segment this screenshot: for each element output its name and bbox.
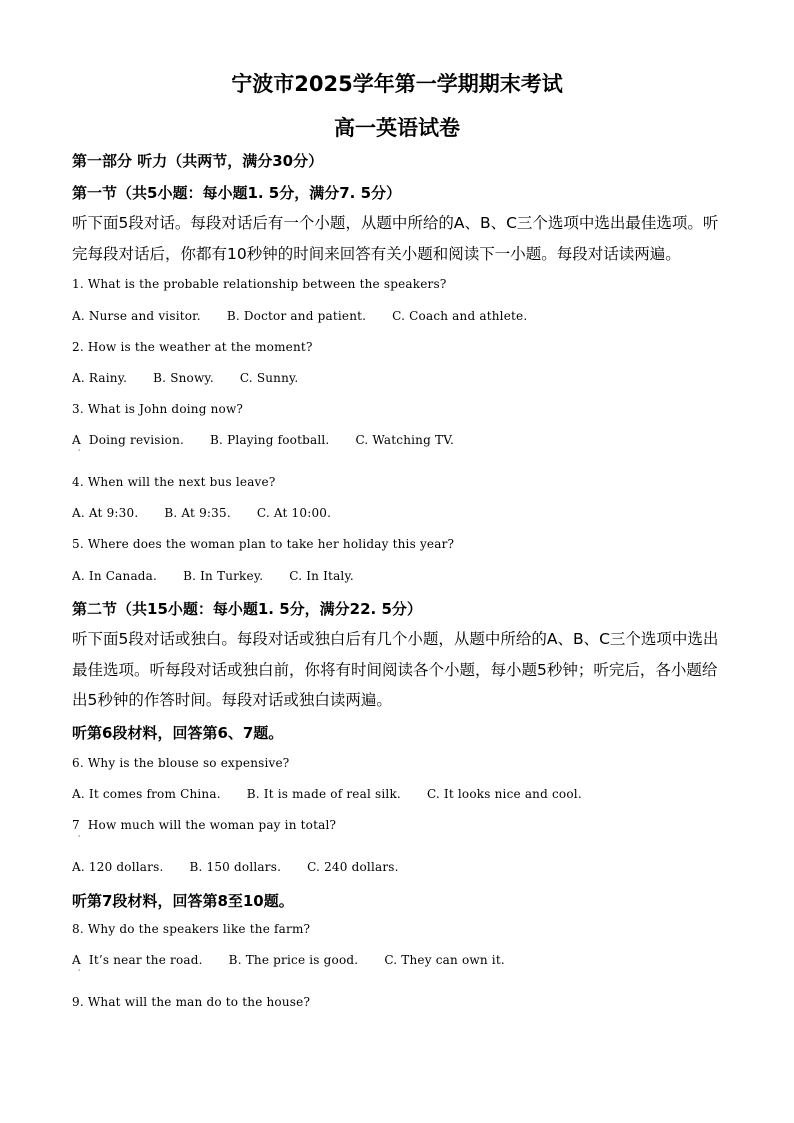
- option-a: A It’s near the road.: [72, 953, 203, 967]
- question-6-options: [72, 787, 582, 801]
- option-c: C. It looks nice and cool.: [426, 787, 582, 801]
- option-c: C. They can own it.: [384, 953, 505, 967]
- section-two-instructions: 听下面5段对话或独白。每段对话或独白后有几个小题，从题中所给的A、B、C三个选项中选出最佳选项。听每段对话或独白前，你将有时间阅读各个小题，每小题5秒钟；听完后，各小题给出5秒钟的作答时间。每段对话或独白读两遍。: [72, 630, 719, 709]
- option-b: B. The price is good.: [228, 953, 359, 967]
- question-8: 8. Why do the speakers like the farm?: [72, 922, 311, 936]
- option-b: B. At 9:35.: [164, 506, 231, 520]
- option-c: C. In Italy.: [289, 569, 354, 583]
- option-b: B. Snowy.: [153, 371, 214, 385]
- question-9: 9. What will the man do to the house?: [72, 995, 311, 1009]
- question-2-options: [72, 371, 298, 385]
- part-one-heading: 第一部分 听力（共两节，满分30分）: [72, 152, 324, 170]
- question-4: 4. When will the next bus leave?: [72, 475, 276, 489]
- material-7-heading: 听第7段材料，回答第8至10题。: [72, 892, 294, 910]
- option-a: A Doing revision.: [72, 433, 185, 447]
- stray-mark: ': [78, 834, 81, 843]
- question-3: 3. What is John doing now?: [72, 402, 244, 416]
- question-4-options: [72, 506, 331, 520]
- option-c: C. Coach and athlete.: [392, 309, 528, 323]
- question-5: 5. Where does the woman plan to take her holiday this year?: [72, 537, 455, 551]
- option-c: C. At 10:00.: [256, 506, 332, 520]
- option-a: A. It comes from China.: [72, 787, 221, 801]
- question-5-options: [72, 569, 354, 583]
- question-1-options: [72, 309, 527, 323]
- option-b: B. 150 dollars.: [189, 860, 282, 874]
- question-7: 7 How much will the woman pay in total?: [72, 818, 337, 832]
- question-2: 2. How is the weather at the moment?: [72, 340, 313, 354]
- option-a: A. At 9:30.: [72, 506, 139, 520]
- option-a: A. Rainy.: [72, 371, 128, 385]
- question-8-options: [72, 953, 505, 967]
- section-one-heading: 第一节（共5小题：每小题1. 5分，满分7. 5分）: [72, 184, 402, 202]
- material-6-heading: 听第6段材料，回答第6、7题。: [72, 724, 284, 742]
- option-b: B. It is made of real silk.: [246, 787, 401, 801]
- exam-title: 宁波市2025学年第一学期期末考试: [231, 72, 563, 96]
- question-3-options: [72, 433, 454, 447]
- option-c: C. Sunny.: [239, 371, 299, 385]
- section-two-heading: 第二节（共15小题：每小题1. 5分，满分22. 5分）: [72, 600, 422, 618]
- exam-subtitle: 高一英语试卷: [334, 116, 460, 140]
- option-c: C. 240 dollars.: [307, 860, 399, 874]
- question-6: 6. Why is the blouse so expensive?: [72, 756, 290, 770]
- option-b: B. Doctor and patient.: [226, 309, 367, 323]
- stray-mark: ': [78, 968, 81, 977]
- option-a: A. 120 dollars.: [72, 860, 164, 874]
- option-c: C. Watching TV.: [355, 433, 454, 447]
- option-a: A. In Canada.: [72, 569, 158, 583]
- section-one-instructions: 听下面5段对话。每段对话后有一个小题，从题中所给的A、B、C三个选项中选出最佳选项。听完每段对话后，你都有10秒钟的时间来回答有关小题和阅读下一小题。每段对话读两遍。: [72, 214, 719, 263]
- option-b: B. In Turkey.: [183, 569, 264, 583]
- option-b: B. Playing football.: [210, 433, 330, 447]
- option-a: A. Nurse and visitor.: [72, 309, 201, 323]
- question-7-options: [72, 860, 399, 874]
- question-1: 1. What is the probable relationship between the speakers?: [72, 277, 447, 291]
- stray-mark: ': [78, 448, 81, 457]
